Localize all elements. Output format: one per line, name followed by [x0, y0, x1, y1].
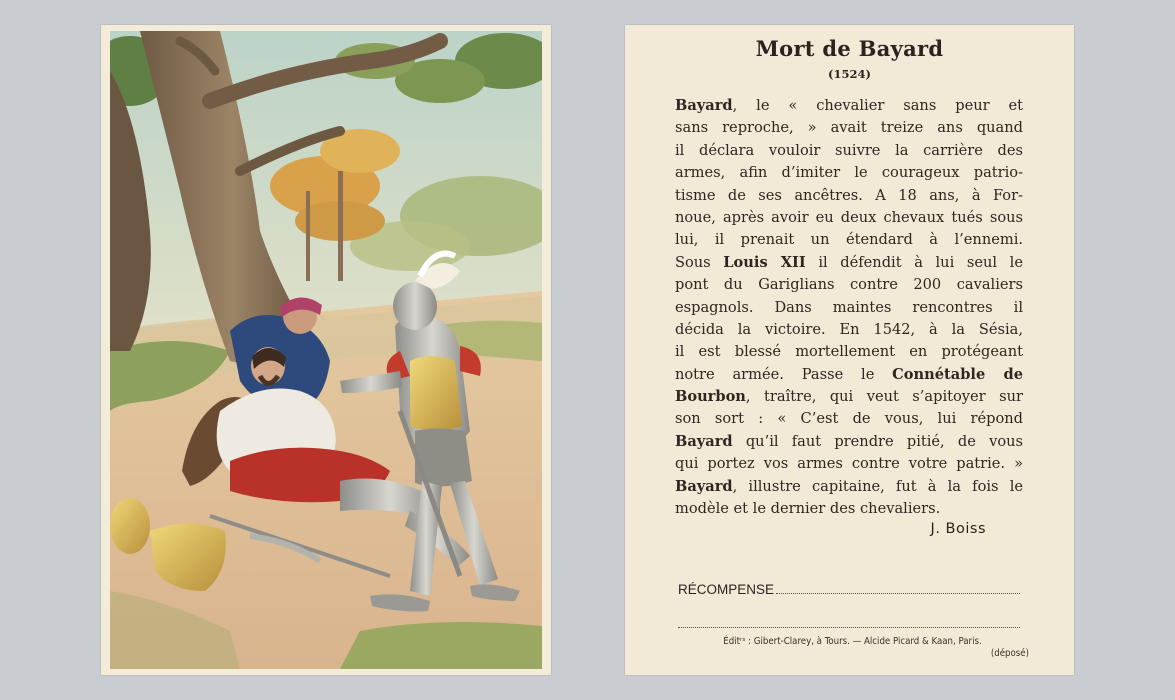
paragraph-line: [675, 408, 1023, 430]
paragraph-line: [675, 476, 1023, 498]
card-title: Mort de Bayard: [755, 36, 944, 61]
text-run: il est blessé mortellement en protégeant: [675, 343, 1023, 361]
text-run: sans reproche, » avait treize ans quand: [675, 119, 1023, 137]
text-run: il déclara vouloir suivre la carrière des: [675, 141, 1023, 159]
publisher-imprint: [670, 636, 1035, 660]
paragraph-line: [675, 252, 1023, 274]
paragraph-line: [675, 297, 1023, 319]
text-run: noue, après avoir eu deux chevaux tués sous: [675, 208, 1023, 226]
bold-name: Connétable de: [892, 365, 1023, 383]
deposited-mark: (déposé): [990, 648, 1029, 659]
dotted-separator: [678, 627, 1020, 628]
paragraph-line: [675, 185, 1023, 207]
paragraph-line: [675, 229, 1023, 251]
card-year: (1524): [828, 67, 871, 81]
paragraph-line: [675, 341, 1023, 363]
author-signature: J. Boiss: [930, 521, 986, 537]
bold-name: Louis XII: [723, 253, 806, 271]
text-card-back: [625, 25, 1074, 675]
reward-label: RÉCOMPENSE: [678, 582, 775, 597]
publisher-line: Éditʳˢ : Gibert-Clarey, à Tours. — Alcide Picard & Kaan, Paris.: [723, 636, 982, 647]
text-run: tisme de ses ancêtres. A 18 ans, à For-: [675, 186, 1023, 204]
paragraph-line: [675, 95, 1023, 117]
text-run: , traître, qui veut s’apitoyer sur: [745, 388, 1023, 406]
text-run: espagnols. Dans maintes rencontres il: [675, 298, 1023, 316]
paragraph-line: [675, 431, 1023, 453]
text-run: , le « chevalier sans peur et: [732, 97, 1023, 114]
text-run: qui portez vos armes contre votre patrie. »: [675, 455, 1023, 473]
paragraph-line: [675, 274, 1023, 296]
bold-name: Bayard: [675, 432, 733, 450]
illustrated-card-front: [101, 25, 551, 675]
paragraph-line: [675, 453, 1023, 475]
bold-name: Bourbon: [675, 388, 746, 406]
paragraph-line: [675, 386, 1023, 408]
text-run: il défendit à lui seul le: [805, 253, 1023, 271]
paragraph-line: [675, 140, 1023, 162]
reward-field: [678, 582, 1020, 597]
story-paragraph: [675, 95, 1023, 520]
text-run: Sous: [675, 253, 724, 271]
text-run: qu’il faut prendre pitié, de vous: [732, 432, 1023, 450]
paragraph-line: [675, 498, 1023, 520]
paragraph-line: [675, 117, 1023, 139]
text-run: , illustre capitaine, fut à la fois le: [732, 477, 1023, 495]
illustration-death-of-bayard: [110, 31, 542, 669]
text-run: notre armée. Passe le: [675, 365, 893, 383]
text-run: lui, il prenait un étendard à l’ennemi.: [675, 231, 1023, 249]
paragraph-line: [675, 364, 1023, 386]
text-run: armes, afin d’imiter le courageux patrio-: [675, 164, 1023, 182]
text-run: modèle et le dernier des chevaliers.: [675, 500, 941, 518]
paragraph-line: [675, 207, 1023, 229]
text-run: pont du Gariglians contre 200 cavaliers: [675, 276, 1023, 294]
text-run: décida la victoire. En 1542, à la Sésia,: [675, 320, 1023, 338]
text-run: son sort : « C’est de vous, lui répond: [675, 410, 1023, 428]
paragraph-line: [675, 162, 1023, 184]
bold-name: Bayard: [675, 97, 733, 114]
reward-dotted-line: [776, 593, 1020, 594]
paragraph-line: [675, 319, 1023, 341]
bold-name: Bayard: [675, 477, 733, 495]
